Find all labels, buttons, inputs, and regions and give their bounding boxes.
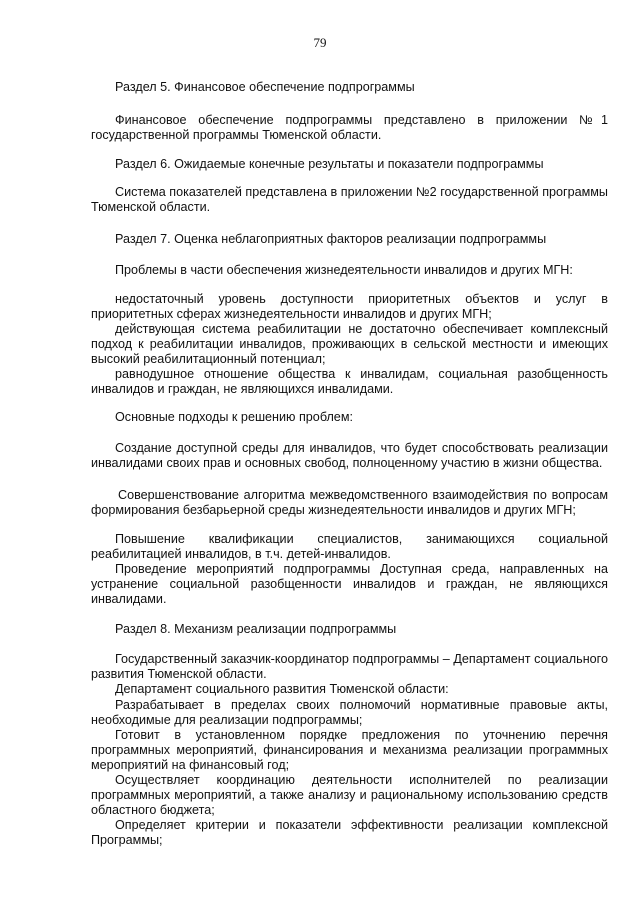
page-number: 79: [313, 35, 327, 50]
paragraph: Разрабатывает в пределах своих полномочий нормативные правовые акты, необходимые для реализации подпрограммы;: [91, 698, 608, 727]
paragraph: Определяет критерии и показатели эффективности реализации комплексной Программы;: [91, 818, 608, 847]
approach-item: Создание доступной среды для инвалидов, что будет способствовать реализации инвалидами своих прав и основных свобод, полноценному участию в жизни общества.: [91, 441, 608, 470]
section-8-heading: Раздел 8. Механизм реализации подпрограммы: [115, 622, 397, 636]
section-5-heading: Раздел 5. Финансовое обеспечение подпрограммы: [115, 80, 415, 94]
section-5-text: Финансовое обеспечение подпрограммы представлено в приложении №1 государственной программы Тюменской области.: [91, 113, 608, 142]
problem-item: недостаточный уровень доступности приоритетных объектов и услуг в приоритетных сферах жизнедеятельности инвалидов и других МГН;: [91, 292, 608, 321]
approach-item: Повышение квалификации специалистов, занимающихся социальной реабилитацией инвалидов, в т.ч. детей-инвалидов.: [91, 532, 608, 561]
approach-item: Проведение мероприятий подпрограммы Доступная среда, направленных на устранение социальной разобщенности инвалидов и граждан, не являющихся инвалидами.: [91, 562, 608, 606]
section-7-heading: Раздел 7. Оценка неблагоприятных факторов реализации подпрограммы: [115, 232, 547, 246]
paragraph: Готовит в установленном порядке предложения по уточнению перечня программных мероприятий, финансирования и механизма реализации программных мероприятий на финансовый год;: [91, 728, 608, 772]
approach-item: Совершенствование алгоритма межведомственного взаимодействия по вопросам формирования безбарьерной среды жизнедеятельности инвалидов и других МГН;: [91, 488, 608, 517]
section-6-heading: Раздел 6. Ожидаемые конечные результаты и показатели подпрограммы: [115, 157, 544, 171]
problem-item: действующая система реабилитации не достаточно обеспечивает комплексный подход к реабилитации инвалидов, проживающих в сельской местности и имеющих высокий реабилитационный потенциал;: [91, 322, 608, 366]
approaches-title: Основные подходы к решению проблем:: [115, 410, 353, 424]
section-6-text: Система показателей представлена в приложении №2 государственной программы Тюменской области.: [91, 185, 608, 214]
problem-item: равнодушное отношение общества к инвалидам, социальная разобщенность инвалидов и граждан, не являющихся инвалидами.: [91, 367, 608, 396]
paragraph: Департамент социального развития Тюменской области:: [115, 682, 449, 696]
paragraph: Государственный заказчик-координатор подпрограммы – Департамент социального развития Тюменской области.: [91, 652, 608, 681]
problems-title: Проблемы в части обеспечения жизнедеятельности инвалидов и других МГН:: [115, 263, 573, 277]
paragraph: Осуществляет координацию деятельности исполнителей по реализации программных мероприятий, а также анализу и рациональному использованию средств областного бюджета;: [91, 773, 608, 817]
